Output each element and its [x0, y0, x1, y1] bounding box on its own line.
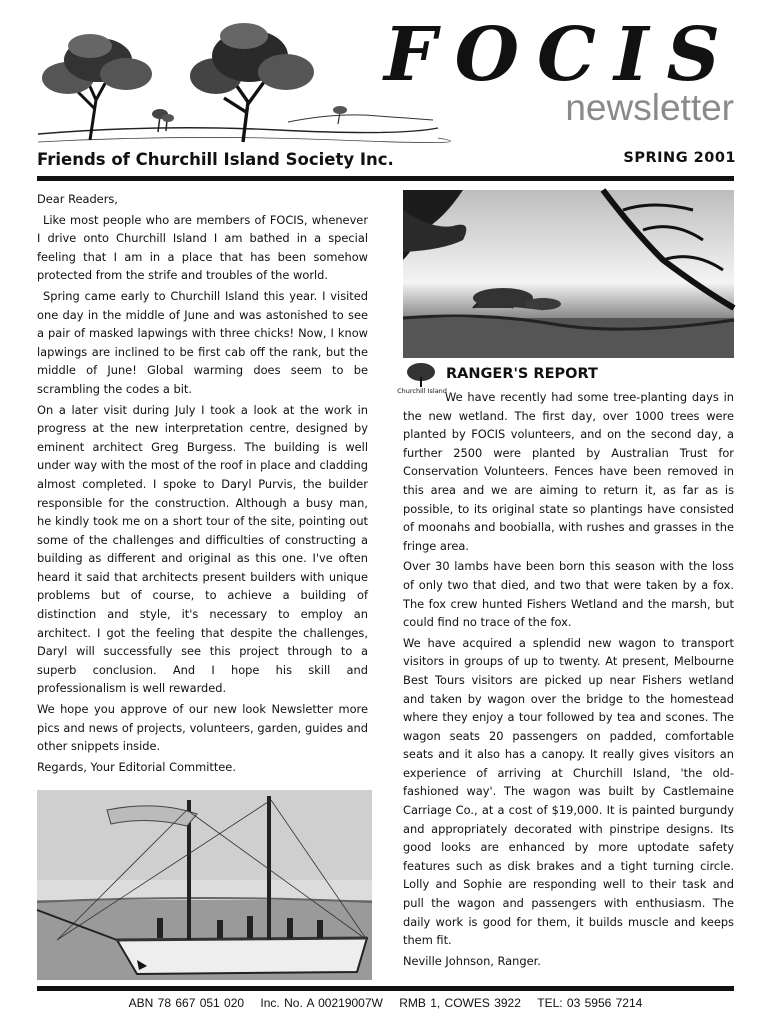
header-rule [37, 176, 734, 181]
tall-ship-photo [37, 790, 372, 980]
editorial-signoff: Regards, Your Editorial Committee. [37, 759, 236, 774]
footer-rule [37, 986, 734, 991]
logo-text: Churchill Island [397, 387, 447, 395]
footer [37, 996, 734, 1010]
ranger-paragraph: We have recently had some tree-planting days in the new wetland. The first day, over 1000 trees were planted by FOCIS volunteers, and on the second day, a further 2500 were planted by Australian Trust for Conservation Volunteers. Fences have been removed in this area and we are aiming to return it, as far as is possible, to its original state so plantings have consisted of moonahs and boobialla, with rushes and grasses in the fringe area. [403, 390, 734, 553]
editorial-greeting: Dear Readers, [37, 192, 118, 206]
editorial-paragraph: We hope you approve of our new look Newsletter more pics and news of projects, volunteers, garden, guides and other snippets inside. [37, 702, 368, 754]
ranger-signoff: Neville Johnson, Ranger. [403, 953, 541, 968]
footer-address: RMB 1, COWES 3922 [399, 996, 521, 1010]
editorial-paragraph: Like most people who are members of FOCIS, whenever I drive onto Churchill Island I am bathed in a special feeling that I am in a place that has been somehow protected from the strife and troubles of the world. [37, 212, 368, 283]
editorial-paragraph: On a later visit during July I took a look at the work in progress at the new interpretation centre, designed by eminent architect Greg Burgess. The building is well under way with the most of the roof in place and cladding almost completed. I spoke to Daryl Purvis, the builder responsible for the construction. Although a busy man, he kindly took me on a short tour of the site, pointing out some of the challenges and difficulties of constructing a building as different and original as this one. I've often heard it said that architects present builders with unique problems but of course, to achieve a building of distinction and style, it's necessary to employ an architect. I got the feeling that despite the challenges, Daryl will successfully see this project through to a superb conclusion. And I hope his skill and professionalism is well rewarded. [37, 402, 368, 696]
footer-telephone: TEL: 03 5956 7214 [537, 996, 643, 1010]
sunset-coast-photo [403, 190, 734, 358]
newsletter-subtitle: newsletter [565, 87, 734, 128]
footer-abn: ABN 78 667 051 020 [128, 996, 245, 1010]
editorial-paragraph: Spring came early to Churchill Island this year. I visited one day in the middle of June and was astonished to see a pair of masked lapwings with three chicks! Now, I know lapwings are inclined to be first cab off the rank, but the middle of June! Global warming does seem to be scrambling the codes a bit. [37, 288, 368, 396]
editorial-column [37, 190, 368, 778]
ranger-paragraph: We have acquired a splendid new wagon to transport visitors in groups of up to twenty. At present, Melbourne Best Tours visitors are picked up near Fishers wetland and taken by wagon over the bridge to the homestead where they enjoy a tour followed by tea and scones. The wagon seats 20 passengers on padded, comfortable seats and it also has a canopy. It really gives visitors an experience of arriving at Churchill Island, 'the old-fashioned way'. The wagon was built by Castlemaine Carriage Co., at a cost of $19,000. It is painted burgundy and appropriately decorated with pinstripe designs. Its good looks are enhanced by more uptodate safety features such as disk brakes and a tight turning circle. Lolly and Sophie are responding well to their task and pull the wagon and passengers with enthusiasm. The daily work is good for them, it builds muscle and keeps them fit. [403, 635, 734, 948]
newsletter-title: FOCIS [384, 12, 738, 98]
footer-inc-number: Inc. No. A 00219007W [260, 996, 383, 1010]
rangers-report-heading: RANGER'S REPORT [446, 366, 598, 382]
issue-label: SPRING 2001 [623, 150, 736, 166]
ranger-report-column [403, 388, 734, 972]
society-name: Friends of Churchill Island Society Inc. [37, 150, 394, 169]
ranger-paragraph: Over 30 lambs have been born this season with the loss of only two that died, and two that were taken by a fox. The fox crew hunted Fishers Wetland and the marsh, but could find no trace of the fox. [403, 559, 734, 630]
